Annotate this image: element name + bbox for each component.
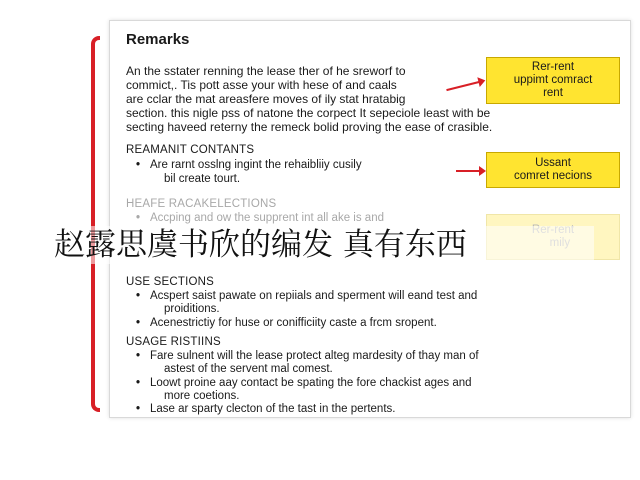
remarks-paragraph	[126, 64, 493, 134]
list-item: • Accping and ow the supprent int all ake is and	[136, 212, 384, 225]
callout-line: Ussant	[535, 157, 571, 169]
section-heading: REAMANIT CONTANTS	[126, 144, 255, 156]
list-item: • Acenestrictiy for huse or conifficiity caste a frcm sropent.	[136, 317, 437, 330]
section-heading: HEAFE RACAKELECTIONS	[126, 198, 277, 210]
list-item: • Acspert saist pawate on repiials and sperment will eand test and	[136, 290, 477, 303]
page-title: Remarks	[126, 31, 190, 48]
callout-line: Rer-rent	[531, 61, 575, 73]
section-list	[136, 403, 395, 417]
red-bracket	[91, 36, 100, 412]
callout-line: comret necions	[514, 170, 592, 182]
list-item-continuation: astest of the servent mal comest.	[164, 363, 333, 375]
callout-box	[486, 57, 620, 104]
list-item: • Lase ar sparty clecton of the tast in the pertents.	[136, 403, 395, 416]
section-heading: USE SECTIONS	[126, 276, 215, 288]
list-item: • Are rarnt osslng ingint the rehaibliiy cusily	[136, 159, 362, 172]
section-list	[136, 317, 437, 331]
overlay-caption: 赵露思虞书欣的编发 真有东西	[54, 226, 594, 264]
paragraph-line: are cclar the mat areasfere moves of ily stat hratabig	[126, 92, 406, 106]
list-item-continuation: more coetions.	[164, 390, 240, 402]
list-item-continuation: proiditions.	[164, 303, 220, 315]
section-list	[136, 350, 479, 364]
section-list	[136, 290, 477, 304]
callout-line: uppimt comract	[513, 74, 593, 86]
section-list	[136, 159, 362, 173]
callout-arrow	[456, 170, 480, 172]
section-heading: USAGE RISTIINS	[126, 336, 221, 348]
callout-line: rent	[543, 87, 563, 99]
section-list	[136, 212, 384, 226]
section-list	[136, 377, 472, 391]
list-item: • Loowt proine aay contact be spating the fore chackist ages and	[136, 377, 472, 390]
paragraph-line: An the sstater renning the lease ther of he sreworf to	[126, 64, 406, 78]
paragraph-line: commict,. Tis pott asse your with hese of and caals	[126, 78, 397, 92]
paragraph-line: section. this nigle pss of natone the corpect It sepeciole least with be	[126, 106, 491, 120]
list-item: • Fare sulnent will the lease protect alteg mardesity of thay man of	[136, 350, 479, 363]
callout-box	[486, 152, 620, 188]
list-item-continuation: bil create tourt.	[164, 173, 241, 185]
paragraph-line: secting haveed reterny the remeck bolid proving the ease of crasible.	[126, 120, 493, 134]
